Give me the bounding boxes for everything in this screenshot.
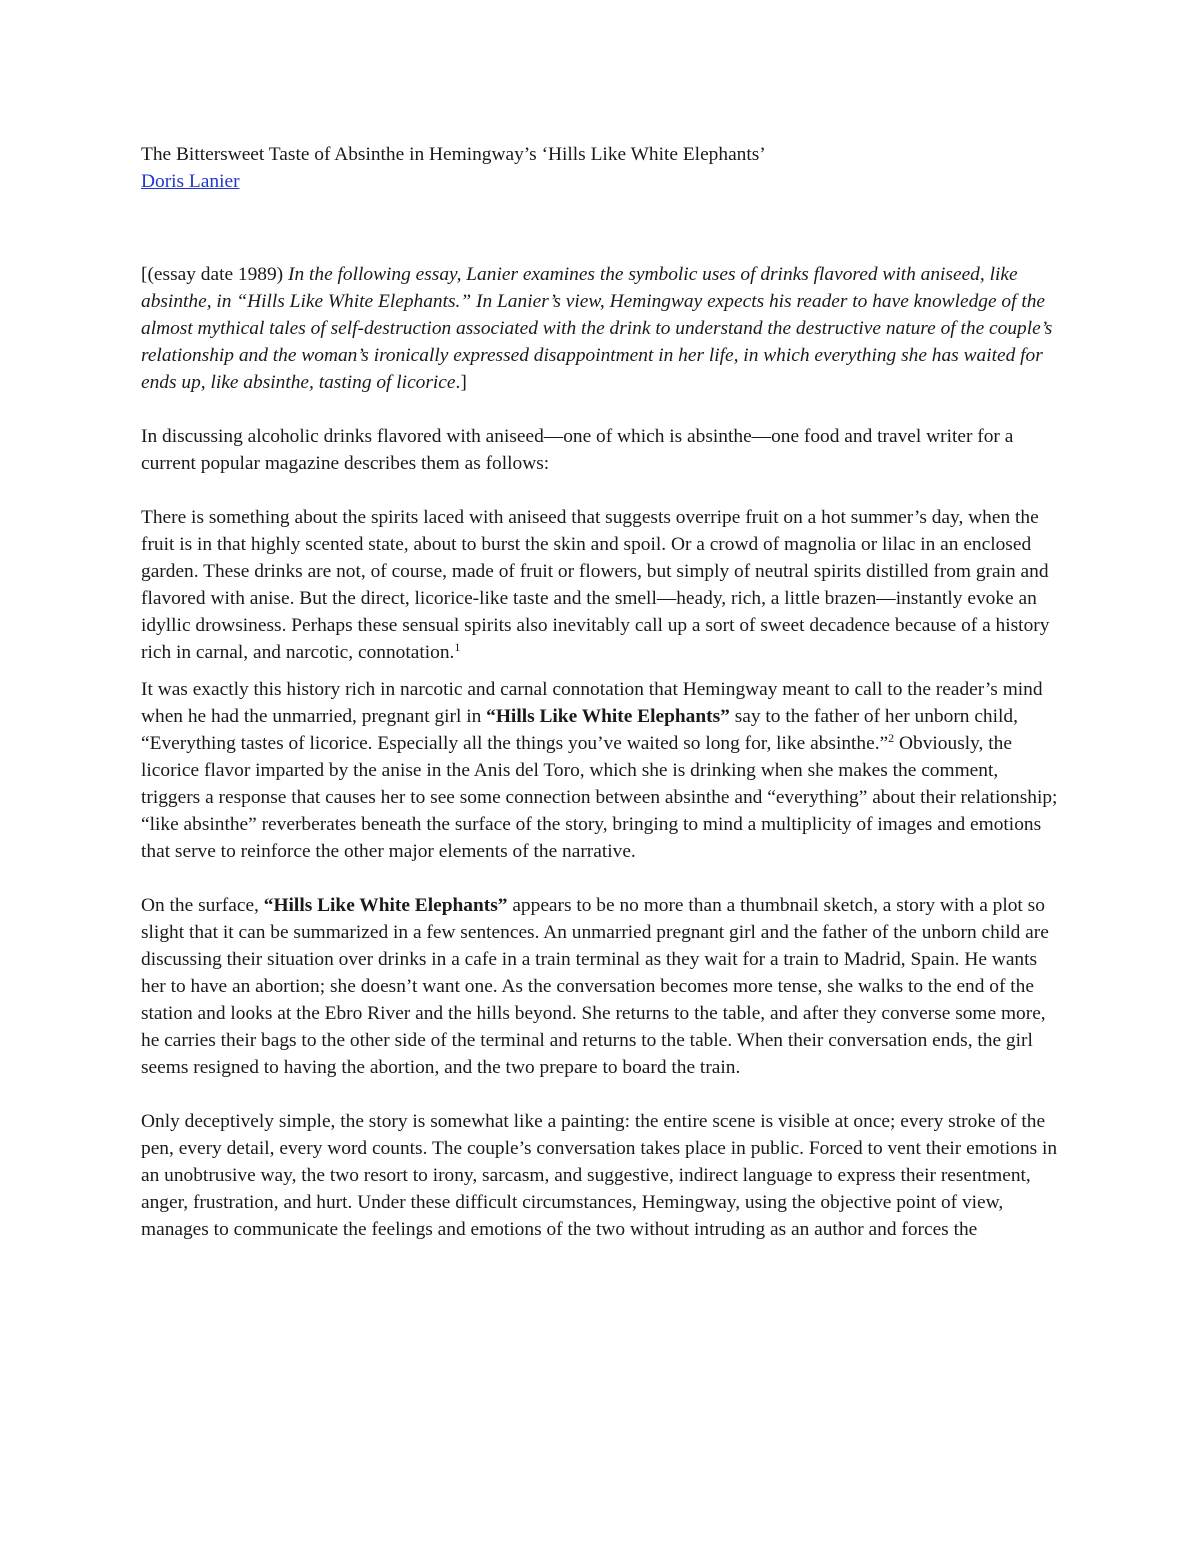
author-link[interactable]: Doris Lanier <box>141 171 240 192</box>
footnote-ref-1[interactable]: 1 <box>454 640 461 654</box>
body-paragraph-1: In discussing alcoholic drinks flavored with aniseed—one of which is absinthe—one food and travel writer for a current popular magazine describes them as follows: <box>141 426 1014 474</box>
story-title-bold: “Hills Like White Elephants” <box>263 895 508 916</box>
document-page <box>141 141 1061 1243</box>
block-quote <box>141 504 1061 666</box>
abstract-paragraph <box>141 261 1061 396</box>
story-title-bold: “Hills Like White Elephants” <box>486 706 730 727</box>
body-paragraph-3 <box>141 892 1061 1081</box>
p2-part-a: It was exactly this history rich in narcotic and carnal connotation that Hemingway meant to call to the reader’s mind when he had the unmarried, pregnant girl in <box>141 679 1043 727</box>
quote-text: There is something about the spirits laced with aniseed that suggests overripe fruit on a hot summer’s day, when the fruit is in that highly scented state, about to burst the skin and spoil. Or a crowd of magnolia or lilac in an enclosed garden. These drinks are not, of course, made of fruit or flowers, but simply of neutral spirits distilled from grain and flavored with anise. But the direct, licorice-like taste and the smell—heady, rich, a little brazen—instantly evoke an idyllic drowsiness. Perhaps these sensual spirits also inevitably call up a sort of sweet decadence because of a history rich in carnal, and narcotic, connotation. <box>141 507 1050 663</box>
footnote-ref-2[interactable]: 2 <box>888 731 895 745</box>
p2-part-b: say to the father of her unborn child, “Everything tastes of licorice. Especially all the things you’ve waited so long for, like absinthe.” <box>141 706 1018 754</box>
body-paragraph-4: Only deceptively simple, the story is somewhat like a painting: the entire scene is visible at once; every stroke of the pen, every detail, every word counts. The couple’s conversation takes place in public. Forced to vent their emotions in an unobtrusive way, the two resort to irony, sarcasm, and suggestive, indirect language to express their resentment, anger, frustration, and hurt. Under these difficult circumstances, Hemingway, using the objective point of view, manages to communicate the feelings and emotions of the two without intruding as an author and forces the <box>141 1111 1058 1240</box>
p3-part-b: appears to be no more than a thumbnail sketch, a story with a plot so slight that it can be summarized in a few sentences. An unmarried pregnant girl and the father of the unborn child are discussing their situation over drinks in a cafe in a train terminal as they wait for a train to Madrid, Spain. He wants her to have an abortion; she doesn’t want one. As the conversation becomes more tense, she walks to the end of the station and looks at the Ebro River and the hills beyond. She returns to the table, and after they converse some more, he carries their bags to the other side of the terminal and returns to the table. When their conversation ends, the girl seems resigned to having the abortion, and the two prepare to board the train. <box>141 895 1049 1078</box>
p2-part-c: Obviously, the licorice flavor imparted by the anise in the Anis del Toro, which she is drinking when she makes the comment, triggers a response that causes her to see some connection between absinthe and “everything” about their relationship; “like absinthe” reverberates beneath the surface of the story, bringing to mind a multiplicity of images and emotions that serve to reinforce the other major elements of the narrative. <box>141 733 1058 862</box>
abstract-italic-text: In the following essay, Lanier examines the symbolic uses of drinks flavored with aniseed, like absinthe, in “Hills Like White Elephants.” In Lanier’s view, Hemingway expects his reader to have knowledge of the almost mythical tales of self-destruction associated with the drink to understand the destructive nature of the couple’s relationship and the woman’s ironically expressed disappointment in her life, in which everything she has waited for ends up, like absinthe, tasting of licorice <box>141 264 1053 393</box>
abstract-open: [(essay date 1989) <box>141 264 288 285</box>
essay-title: The Bittersweet Taste of Absinthe in Hemingway’s ‘Hills Like White Elephants’ <box>141 144 766 165</box>
author-line <box>141 168 1061 195</box>
abstract-close: .] <box>455 372 467 393</box>
p3-part-a: On the surface, <box>141 895 264 916</box>
body-paragraph-2 <box>141 676 1061 865</box>
